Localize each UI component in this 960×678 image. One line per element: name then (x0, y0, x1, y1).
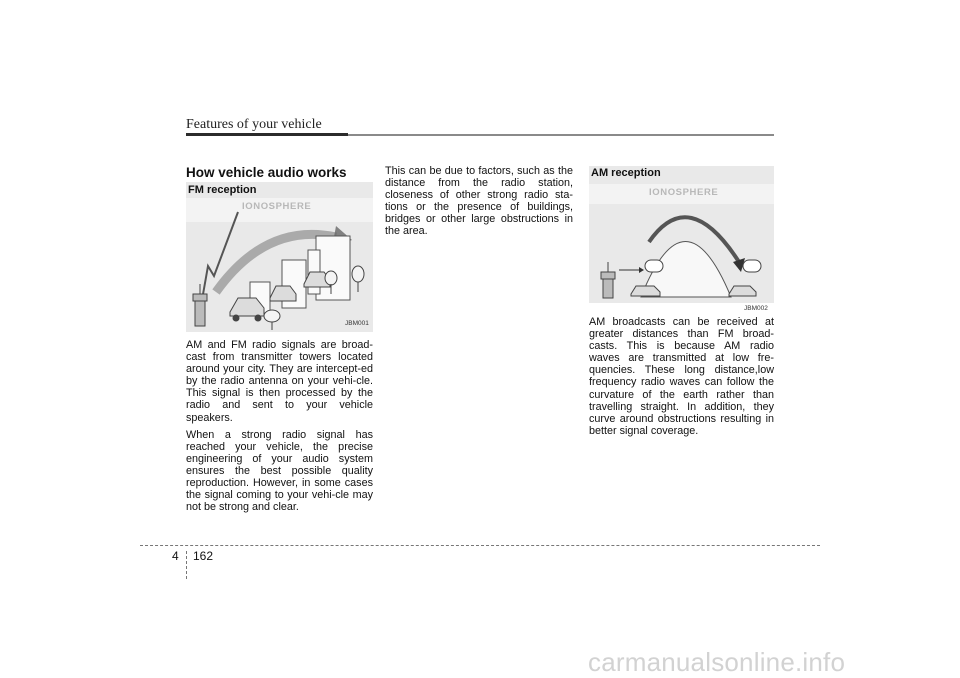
column-3-text (589, 316, 774, 442)
chapter-number: 4 (172, 549, 179, 563)
fm-ionosphere-label: IONOSPHERE (242, 201, 312, 212)
page-number: 162 (193, 549, 214, 563)
header-rule-dark (186, 133, 348, 136)
page-header-title: Features of your vehicle (186, 117, 322, 132)
am-reception-figure (589, 166, 774, 303)
am-figure-code: JBM002 (744, 305, 768, 312)
col3-paragraph-1: AM broadcasts can be received at greater distances than FM broad-casts. This is because AM radio waves are transmitted at low fre-quencies. These long distance,low frequency radio waves can follow the curvature of the earth rather than travelling straight. In addition, they curve around obstructions resulting in better signal coverage. (589, 316, 774, 437)
footer-vertical-dots (186, 551, 187, 579)
col1-paragraph-2: When a strong radio signal has reached your vehicle, the precise engineering of your audio system ensures the best possible quality reproduction. However, in some cases the signal coming to your vehi-cle may not be strong and clear. (186, 428, 373, 514)
column-2-text (385, 165, 573, 243)
col2-paragraph-1: This can be due to factors, such as the distance from the radio station, closeness of other strong radio sta-tions or the presence of buildings, bridges or other large obstructions in the area. (385, 165, 573, 238)
header-rule-light (348, 134, 774, 136)
am-figure-label: AM reception (591, 167, 661, 179)
footer-dotted-rule (140, 545, 820, 546)
column-1-text (186, 339, 373, 518)
fm-figure-code: JBM001 (345, 320, 369, 327)
watermark: carmanualsonline.info (588, 647, 846, 677)
fm-figure-label: FM reception (188, 184, 257, 196)
am-ionosphere-label: IONOSPHERE (649, 187, 719, 198)
col1-paragraph-1: AM and FM radio signals are broad-cast from transmitter towers located around your city. They are intercept-ed by the radio antenna on your vehi-cle. This signal is then processed by the radio and sent to your vehicle speakers. (186, 339, 373, 424)
section-heading: How vehicle audio works (186, 165, 347, 180)
fm-reception-figure (186, 182, 373, 332)
